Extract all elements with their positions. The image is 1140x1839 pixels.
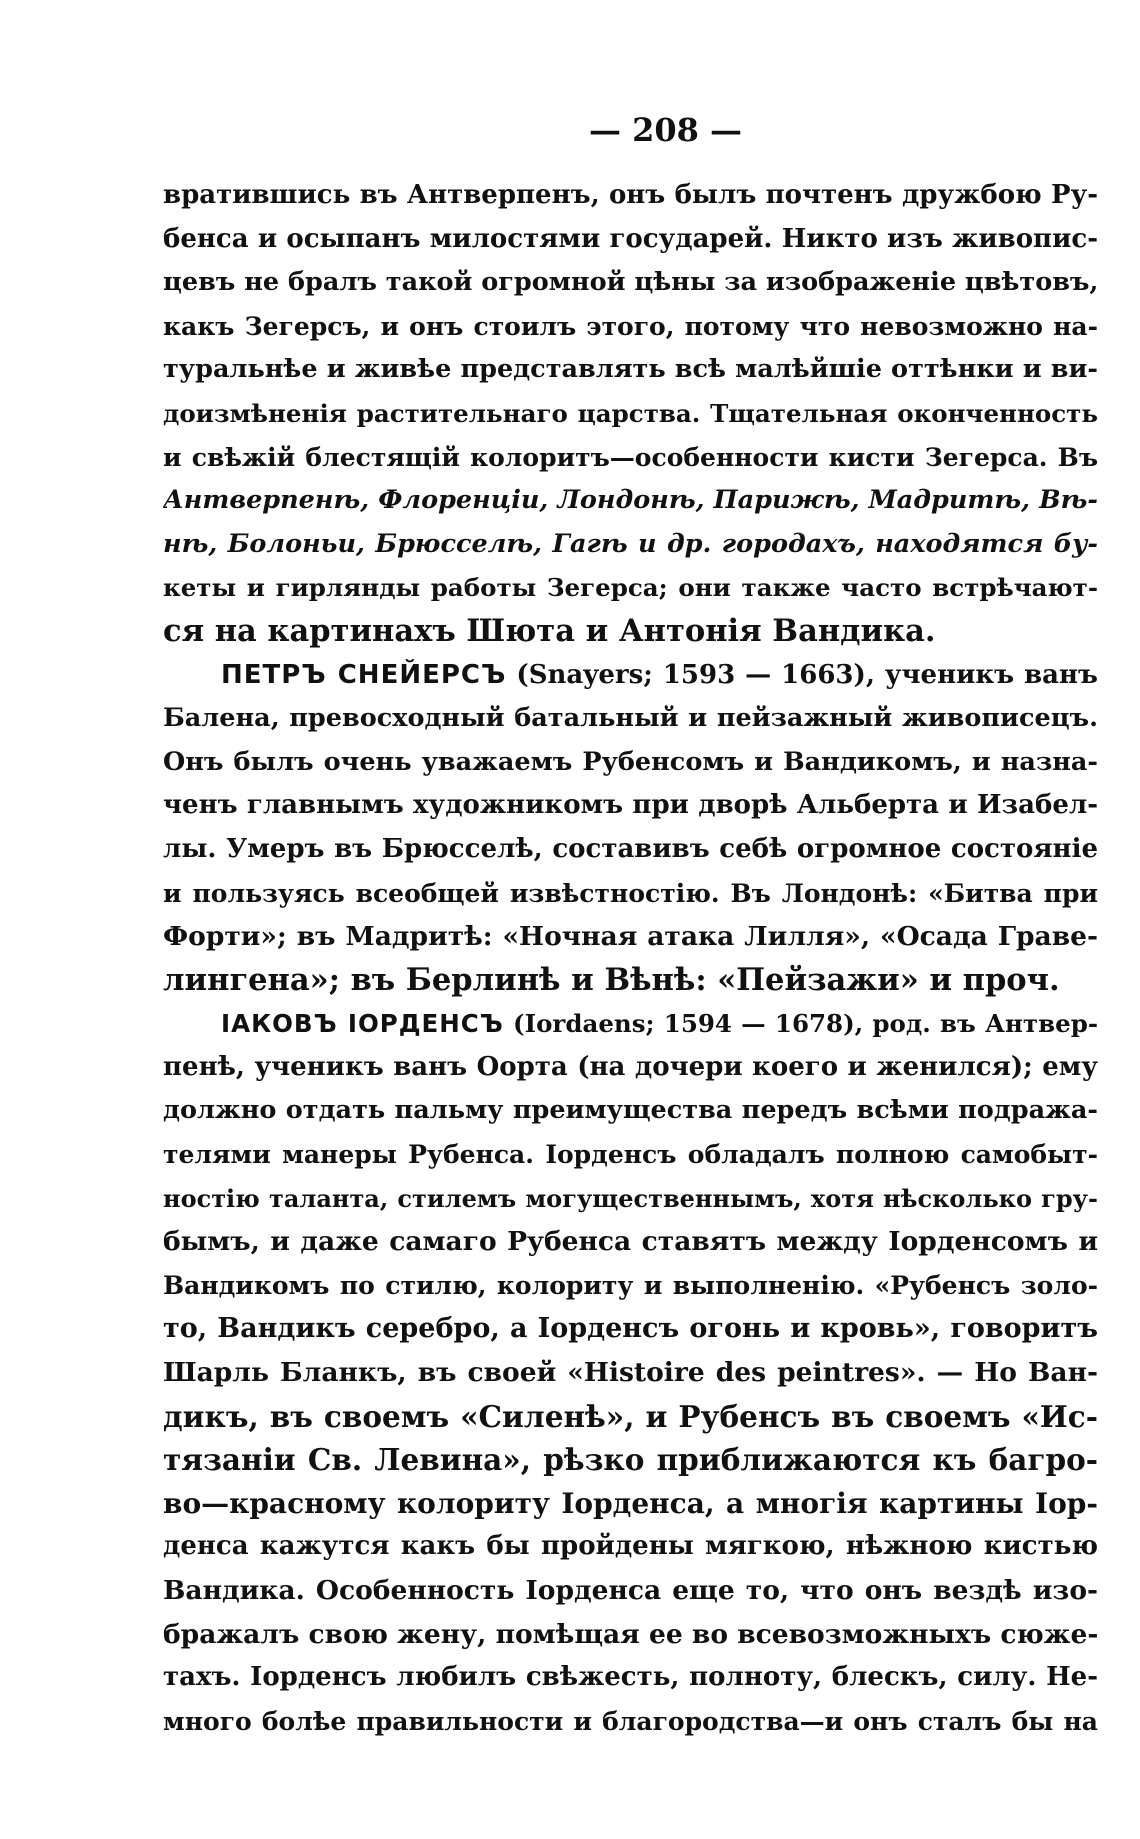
text-line: то, Вандикъ серебро, а Іорденсъ огонь и кровь», говоритъ [163,1313,1098,1345]
text-line: Балена, превосходный батальный и пейзажный живописецъ. [163,703,1098,734]
text-line: ченъ главнымъ художникомъ при дворѣ Альберта и Изабел- [163,790,1098,821]
text-line: вратившись въ Антверпенъ, онъ былъ почтенъ дружбою Ру- [163,180,1098,210]
text-line: какъ Зегерсъ, и онъ стоилъ этого, потому что невозможно на- [163,311,1098,341]
text-line: Шарль Бланкъ, въ своей «Histoire des peintres». — Но Ван- [163,1357,1098,1389]
artist-name-snayers: ПЕТРЪ СНЕЙЕРСЪ [221,659,507,690]
text-line: и свѣжій блестящій колоритъ—особенности кисти Зегерса. Въ [163,442,1098,472]
text-line: Форти»; въ Мадритѣ: «Ночная атака Лилля», «Осада Граве- [163,921,1098,953]
text-line: тахъ. Іорденсъ любилъ свѣжесть, полноту, блескъ, силу. Не- [163,1662,1098,1693]
text-line: во—красному колориту Іорденса, а многія картины Іор- [163,1486,1098,1520]
text-line-italic-cities: Антверпенѣ, Флоренціи, Лондонѣ, Парижѣ, Мадритѣ, Вѣ- [163,485,1098,516]
text-line-italic-cities: нѣ, Болоньи, Брюсселѣ, Гагѣ и др. городахъ, находятся бу- [163,528,1098,559]
text-line: лы. Умеръ въ Брюсселѣ, составивъ себѣ огромное состояніе [163,833,1098,864]
text-line: кеты и гирлянды работы Зегерса; они также часто встрѣчают- [163,573,1098,603]
text-line: ся на картинахъ Шюта и Антонія Вандика. [163,612,936,649]
text-line: цевъ не бралъ такой огромной цѣны за изображеніе цвѣтовъ, [163,267,1098,298]
entry-first-line [163,654,1098,698]
text-line: Онъ былъ очень уважаемъ Рубенсомъ и Вандикомъ, и назна- [163,746,1098,777]
text-line: тязаніи Св. Левина», рѣзко приближаются къ багро- [163,1442,1098,1478]
text-line: телями манеры Рубенса. Іорденсъ обладалъ полною самобыт- [163,1140,1098,1170]
text-line: доизмѣненія растительнаго царства. Тщательная оконченность [163,398,1098,428]
text-line: и пользуясь всеобщей извѣстностію. Въ Лондонѣ: «Битва при [163,878,1098,908]
entry-first-line-text: (Iordaens; 1594 — 1678), род. въ Антвер- [513,1009,1098,1039]
entry-first-line [163,1002,1098,1046]
text-line: бымъ, и даже самаго Рубенса ставятъ между Іорденсомъ и [163,1226,1098,1258]
paragraph-jordaens [163,1002,1098,1743]
entry-first-line-text: (Snayers; 1593 — 1663), ученикъ ванъ [516,659,1098,690]
text-line: бенса и осыпанъ милостями государей. Никто изъ живопис- [163,223,1098,254]
text-line: много болѣе правильности и благородства—и онъ сталъ бы на [163,1706,1098,1736]
text-line: Вандикомъ по стилю, колориту и выполненію. «Рубенсъ золо- [163,1270,1098,1300]
page-number: — 208 — [588,111,743,149]
text-line: туральнѣе и живѣе представлять всѣ малѣйшіе оттѣнки и ви- [163,354,1098,385]
text-line: ностію таланта, стилемъ могущественнымъ, хотя нѣсколько гру- [163,1183,1098,1213]
paragraph-snayers [163,654,1098,1003]
paragraph-zegers [163,174,1098,654]
text-line: дикъ, въ своемъ «Силенѣ», и Рубенсъ въ своемъ «Ис- [163,1398,1098,1434]
book-page [163,100,1098,1820]
text-line: Вандика. Особенность Іорденса еще то, что онъ вездѣ изо- [163,1575,1098,1606]
text-line: пенѣ, ученикъ ванъ Оорта (на дочери коего и женился); ему [163,1051,1098,1082]
text-line: лингена»; въ Берлинѣ и Вѣнѣ: «Пейзажи» и проч. [163,961,1060,998]
artist-name-jordaens: ІАКОВЪ ІОРДЕНСЪ [221,1009,504,1039]
text-line: денса кажутся какъ бы пройдены мягкою, нѣжною кистью [163,1531,1098,1562]
text-line: бражалъ свою жену, помѣщая ее во всевозможныхъ сюже- [163,1618,1098,1650]
text-line: должно отдать пальму преимущества передъ всѣми подража- [163,1095,1098,1126]
